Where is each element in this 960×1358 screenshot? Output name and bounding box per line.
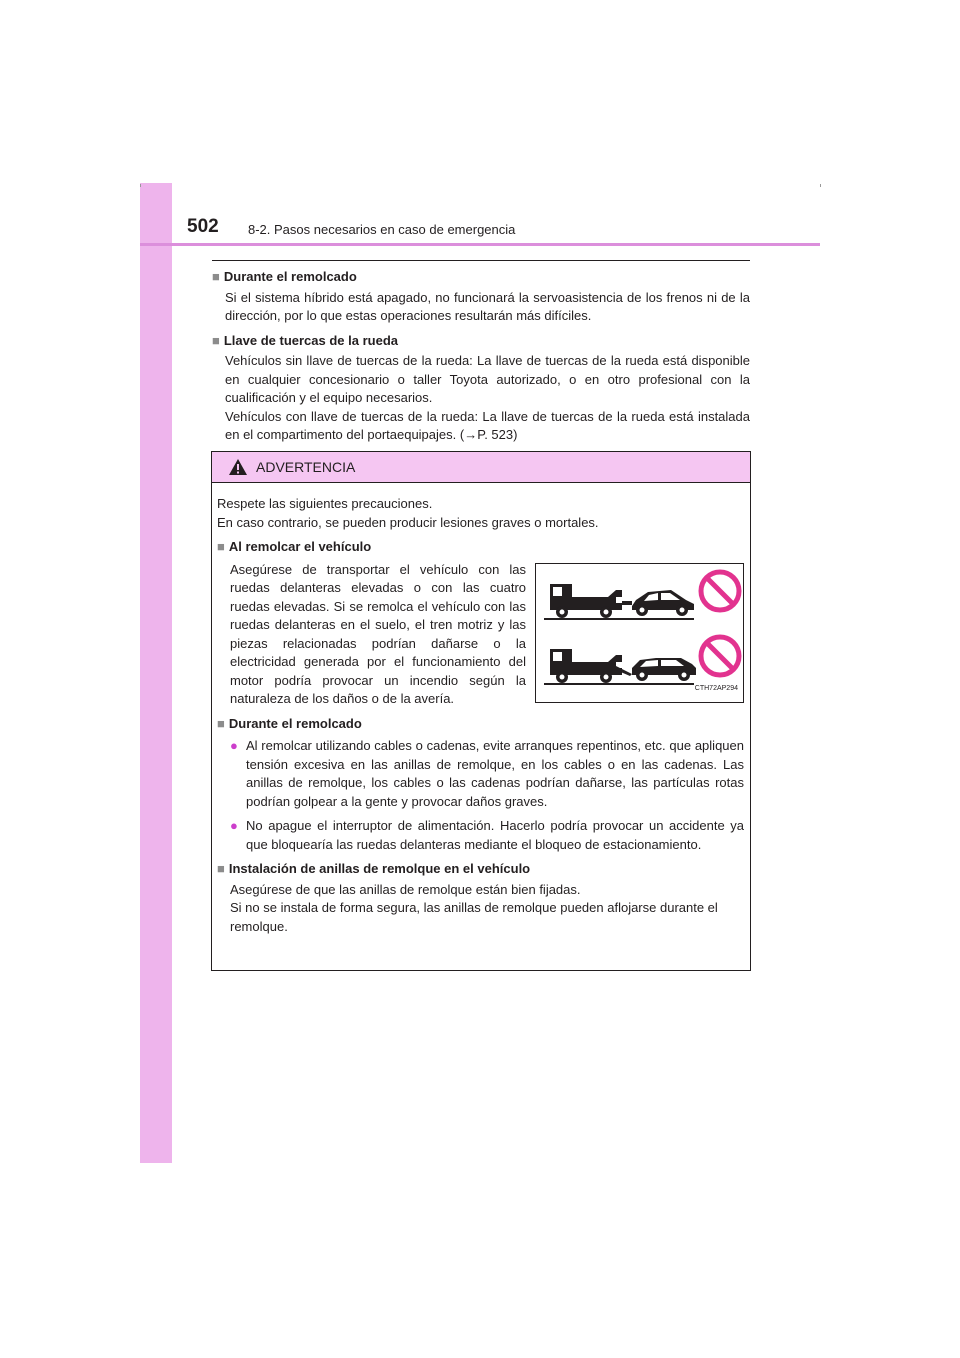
header-rule <box>140 243 820 246</box>
warning-body <box>212 483 750 936</box>
section-paragraph: Si el sistema híbrido está apagado, no funcionará la servoasistencia de los frenos ni de la dirección, por lo que estas operaciones resultarán más difíciles. <box>225 289 750 323</box>
warning-text: Si no se instala de forma segura, las anillas de remolque pueden aflojarse durante el remolque. <box>230 900 718 934</box>
section-title: 8-2. Pasos necesarios en caso de emergencia <box>248 222 516 237</box>
warning-box <box>211 451 751 971</box>
warning-text: Asegúrese de que las anillas de remolque están bien fijadas. <box>230 881 581 897</box>
crop-mark <box>140 184 141 187</box>
section-paragraph: Vehículos sin llave de tuercas de la rueda: La llave de tuercas de la rueda está disponible en cualquier concesionario o taller Toyota autorizado, o en otro profesional con la cualificación y el equipo necesarios. Vehículos con llave de tuercas de la rueda: La llave de tuercas de la rueda está instalada en el compartimento del portaequipajes. (→P. 523) <box>225 353 750 442</box>
tow-truck-top <box>550 584 632 618</box>
warning-triangle-icon <box>228 458 248 476</box>
square-bullet-icon: ■ <box>217 539 225 554</box>
square-bullet-icon: ■ <box>217 715 225 731</box>
page-number: 502 <box>187 216 219 237</box>
crop-mark <box>820 184 821 187</box>
square-bullet-icon: ■ <box>217 861 225 876</box>
warning-heading: ■ Al remolcar el vehículo <box>217 539 372 554</box>
warning-heading: ■ Durante el remolcado <box>217 715 362 731</box>
section-heading: ■ Durante el remolcado <box>212 269 357 284</box>
warning-intro: En caso contrario, se pueden producir lesiones graves o mortales. <box>217 514 599 530</box>
main-content <box>212 268 750 451</box>
prohibit-icon <box>701 637 739 675</box>
square-bullet-icon: ■ <box>212 269 220 284</box>
tow-truck-bottom <box>550 649 632 683</box>
towing-text: Asegúrese de transportar el vehículo con las ruedas delanteras elevadas o con las cuatro ruedas elevadas. Si se remolca el vehículo con las ruedas delanteras en el suelo, el tren motriz y las piezas relacionadas podrían dañarse o la electricidad generada por el funcionamiento del motor podría provocar un incendio según la naturaleza de los daños o de la avería. <box>230 561 526 706</box>
car-top <box>632 590 694 616</box>
content-rule <box>212 260 750 261</box>
sidebar-tab <box>140 183 172 1163</box>
circle-bullet-icon: ● <box>230 818 238 833</box>
warning-header <box>212 452 750 483</box>
bullet-item: ● Al remolcar utilizando cables o cadenas, evite arranques repentinos, etc. que apliquen tensión excesiva en las anillas de remolque, en los cables o en las cadenas. Las anillas de remolque, los cables o las cadenas podrían dañarse, las partículas rotas podrían golpear a la gente y provocar daños graves. <box>230 737 744 811</box>
bullet-item: ● No apague el interruptor de alimentación. Hacerlo podría provocar un accidente ya que bloquearía las ruedas delanteras mediante el bloqueo de estacionamiento. <box>230 817 744 854</box>
towing-block <box>217 561 744 709</box>
prohibit-icon <box>701 572 739 610</box>
square-bullet-icon: ■ <box>212 332 220 348</box>
towing-figure <box>535 563 744 703</box>
warning-intro: Respete las siguientes precauciones. <box>217 496 433 511</box>
section-heading: ■ Llave de tuercas de la rueda <box>212 332 398 348</box>
circle-bullet-icon: ● <box>230 738 238 753</box>
warning-heading: ■ Instalación de anillas de remolque en el vehículo <box>217 861 531 876</box>
figure-code: CTH72AP294 <box>694 685 738 692</box>
warning-title: ADVERTENCIA <box>256 459 356 475</box>
car-bottom <box>632 658 696 681</box>
